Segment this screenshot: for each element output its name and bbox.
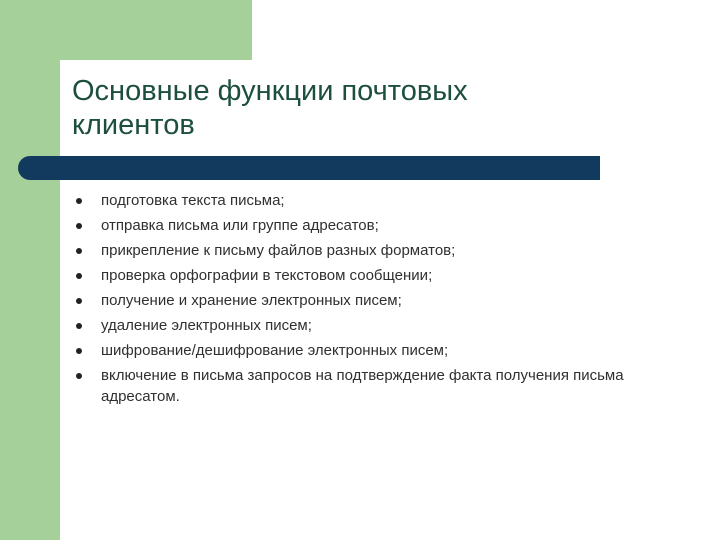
bullet-item	[76, 315, 676, 336]
bullet-text: проверка орфографии в текстовом сообщении;	[101, 267, 433, 284]
bullet-text: шифрование/дешифрование электронных писем;	[101, 342, 449, 359]
bullet-text: подготовка текста письма;	[101, 192, 285, 209]
bullet-icon	[76, 248, 82, 254]
bullet-icon	[76, 373, 82, 379]
title-underline-bar	[18, 156, 600, 180]
bullet-list	[76, 190, 676, 411]
bullet-item	[76, 265, 676, 286]
bullet-item	[76, 240, 676, 261]
bullet-text: включение в письма запросов на подтверждение факта получения письма адресатом.	[101, 367, 624, 405]
bullet-item	[76, 340, 676, 361]
bullet-icon	[76, 348, 82, 354]
bullet-icon	[76, 198, 82, 204]
bullet-item	[76, 215, 676, 236]
bullet-text: прикрепление к письму файлов разных форматов;	[101, 242, 456, 259]
bullet-text: получение и хранение электронных писем;	[101, 292, 402, 309]
bullet-icon	[76, 323, 82, 329]
bullet-text: удаление электронных писем;	[101, 317, 312, 334]
slide-title: Основные функции почтовых клиентов	[72, 75, 468, 141]
bullet-text: отправка письма или группе адресатов;	[101, 217, 379, 234]
bullet-item	[76, 290, 676, 311]
bullet-icon	[76, 273, 82, 279]
bullet-item	[76, 365, 676, 407]
bullet-icon	[76, 223, 82, 229]
bullet-item	[76, 190, 676, 211]
bullet-icon	[76, 298, 82, 304]
green-accent-left	[0, 0, 60, 540]
